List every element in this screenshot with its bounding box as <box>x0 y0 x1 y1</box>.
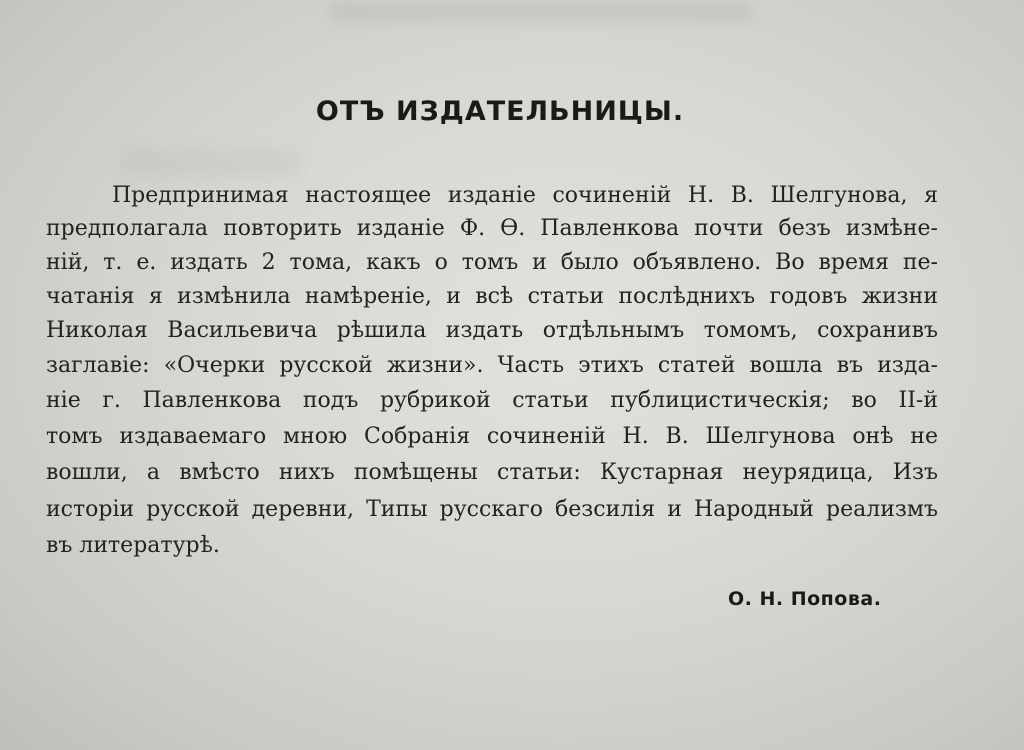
body-text-line: предполагала повторить изданіе Ф. Ѳ. Павленкова почти безъ измѣне- <box>46 216 938 241</box>
page-heading: ОТЪ ИЗДАТЕЛЬНИЦЫ. <box>315 96 685 127</box>
body-text-line: вошли, а вмѣсто нихъ помѣщены статьи: Кустарная неурядица, Изъ <box>46 460 938 485</box>
show-through-text <box>120 150 300 176</box>
body-text-line: Предпринимая настоящее изданіе сочиненій Н. В. Шелгунова, я <box>112 183 938 208</box>
signature: О. Н. Попова. <box>728 588 882 610</box>
body-text-line: въ литературѣ. <box>46 533 220 558</box>
body-text-line: ній, т. е. издать 2 тома, какъ о томъ и было объявлено. Во время пе- <box>46 250 938 275</box>
body-text-line: Николая Васильевича рѣшила издать отдѣльнымъ томомъ, сохранивъ <box>46 318 938 343</box>
body-text-line: томъ издаваемаго мною Собранія сочиненій Н. В. Шелгунова онѣ не <box>46 424 938 449</box>
body-text-line: исторіи русской деревни, Типы русскаго безсилія и Народный реализмъ <box>46 497 938 522</box>
body-text-line: ніе г. Павленкова подъ рубрикой статьи публицистическія; во II-й <box>46 388 938 413</box>
show-through-text <box>330 2 750 22</box>
body-text-line: заглавіе: «Очерки русской жизни». Часть этихъ статей вошла въ изда- <box>46 353 938 378</box>
body-text-line: чатанія я измѣнила намѣреніе, и всѣ статьи послѣднихъ годовъ жизни <box>46 284 938 309</box>
